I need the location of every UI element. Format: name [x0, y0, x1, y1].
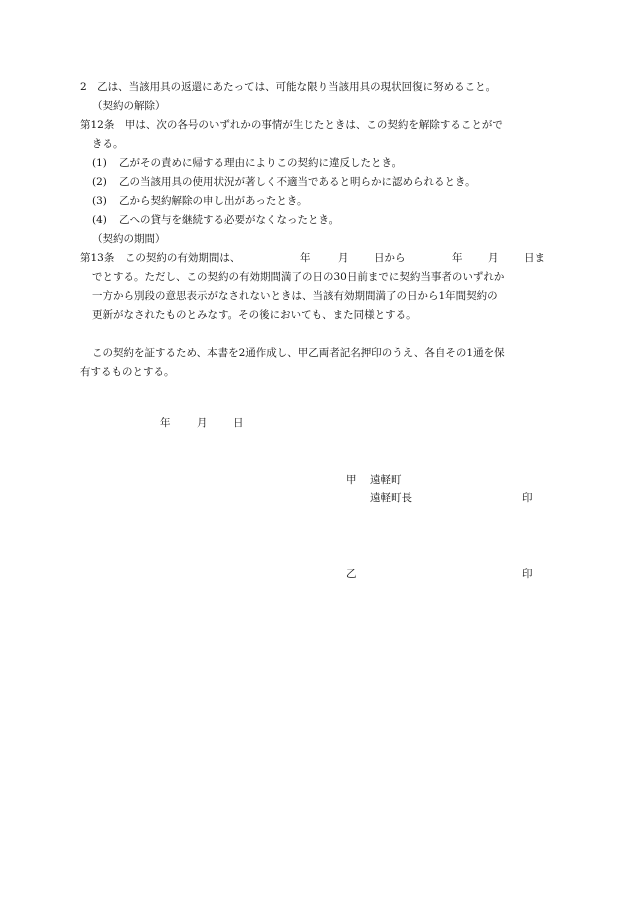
- period-end-month: 月: [488, 252, 499, 264]
- signing-year: 年: [160, 417, 171, 429]
- party-a-town: 遠軽町: [370, 474, 402, 486]
- article-12-text-line2: きる。: [92, 138, 124, 150]
- period-start-year: 年: [300, 252, 311, 264]
- party-a-label: 甲: [346, 474, 357, 486]
- item-number: (3): [92, 195, 107, 207]
- article-12-text-line1: 第12条 甲は、次の各号のいずれかの事情が生じたときは、この契約を解除することがで: [80, 119, 503, 131]
- item-text: 乙から契約解除の申し出があったとき。: [119, 195, 308, 207]
- article-13-line4: 更新がなされたものとみなす。その後においても、また同様とする。: [92, 309, 417, 321]
- item-text: 乙への貸与を継続する必要がなくなったとき。: [119, 214, 340, 226]
- party-b-seal: 印: [522, 568, 533, 580]
- signing-month: 月: [197, 417, 208, 429]
- party-b-label: 乙: [346, 568, 357, 580]
- period-end-day: 日ま: [524, 252, 545, 264]
- article-13-line2: でとする。ただし、この契約の有効期間満了の日の30日前までに契約当事者のいずれか: [92, 271, 505, 283]
- item-number: (2): [92, 176, 107, 188]
- period-start-day: 日から: [374, 252, 406, 264]
- article-13-line3: 一方から別段の意思表示がなされないときは、当該有効期間満了の日から1年間契約の: [92, 290, 498, 302]
- article-12-heading: （契約の解除）: [92, 100, 166, 112]
- item-number: (4): [92, 214, 107, 226]
- article-13-lead: 第13条 この契約の有効期間は、: [80, 252, 241, 264]
- article-13-heading: （契約の期間）: [92, 233, 166, 245]
- signing-day: 日: [233, 417, 244, 429]
- item-text: 乙の当該用具の使用状況が著しく不適当であると明らかに認められるとき。: [119, 176, 476, 188]
- period-start-month: 月: [338, 252, 349, 264]
- party-a-seal: 印: [522, 492, 533, 504]
- item-text: 乙がその責めに帰する理由によりこの契約に違反したとき。: [119, 157, 403, 169]
- item-number: (1): [92, 157, 107, 169]
- closing-line1: この契約を証するため、本書を2通作成し、甲乙両者記名押印のうえ、各自その1通を保: [92, 347, 505, 359]
- period-end-year: 年: [452, 252, 463, 264]
- closing-line2: 有するものとする。: [80, 366, 175, 378]
- party-a-title: 遠軽町長: [370, 492, 412, 504]
- article-11-clause-2: 2 乙は、当該用具の返還にあたっては、可能な限り当該用具の現状回復に努めること。: [80, 81, 497, 93]
